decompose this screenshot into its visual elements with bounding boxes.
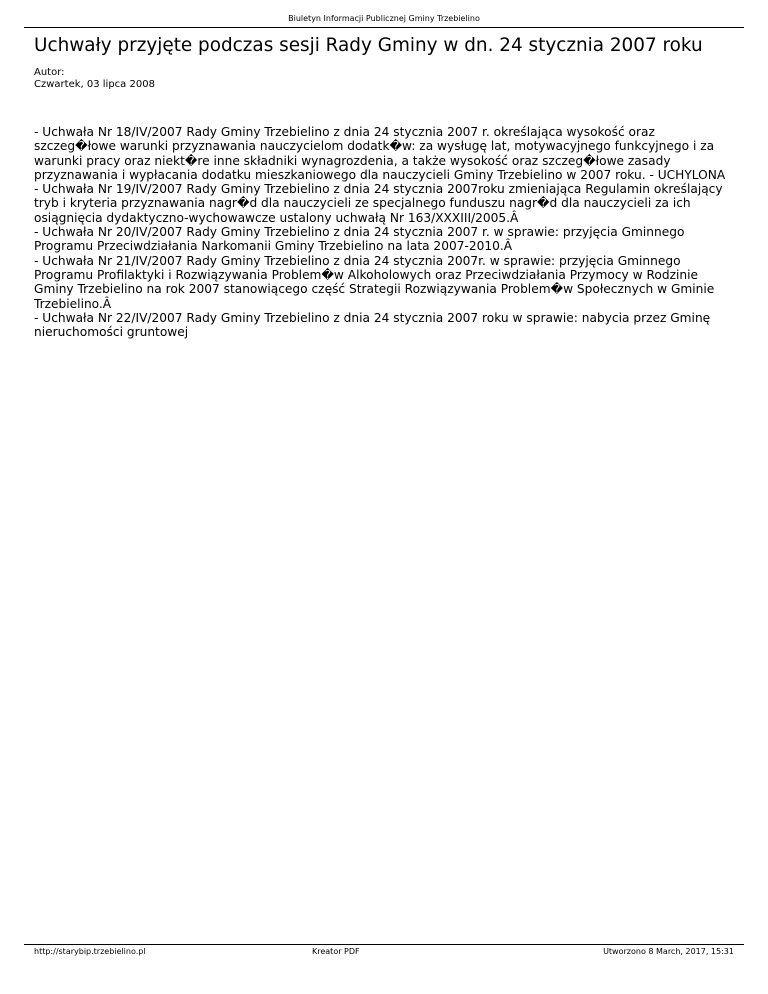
page-header: [24, 14, 744, 24]
footer-created: Utworzono 8 March, 2017, 15:31: [603, 947, 734, 956]
site-name: Biuletyn Informacji Publicznej Gminy Trzebielino: [288, 14, 480, 23]
footer-divider: [24, 944, 744, 945]
footer-url: http://starybip.trzebielino.pl: [34, 947, 146, 956]
page-footer: [24, 947, 744, 957]
article-body: [34, 125, 736, 339]
resolution-entry: - Uchwała Nr 21/IV/2007 Rady Gminy Trzebielino z dnia 24 stycznia 2007r. w sprawie: przyjęcia Gminnego Programu Profilaktyki i Rozwiązywania Problem�w Alkoholowych oraz Przeciwdziałania Przymocy w Rodzinie Gminy Trzebielino na rok 2007 stanowiącego część Strategii Rozwiązywania Problem�w Społecznych w Gminie Trzebielino.Â: [34, 253, 715, 311]
resolution-entry: - Uchwała Nr 20/IV/2007 Rady Gminy Trzebielino z dnia 24 stycznia 2007 r. w sprawie: przyjęcia Gminnego Programu Przeciwdziałania Narkomanii Gminy Trzebielino na lata 2007-2010.Â: [34, 225, 685, 254]
article-title: Uchwały przyjęte podczas sesji Rady Gminy w dn. 24 stycznia 2007 roku: [34, 35, 703, 56]
header-divider: [24, 27, 744, 28]
footer-generator: Kreator PDF: [312, 947, 360, 956]
resolution-entry: - Uchwała Nr 18/IV/2007 Rady Gminy Trzebielino z dnia 24 stycznia 2007 r. określająca wysokość oraz szczeg�łowe warunki przyznawania nauczycielom dodatk�w: za wysługę lat, motywacyjnego funkcyjnego i za warunki pracy oraz niekt�re inne składniki wynagrozdenia, a także wysokość oraz szczeg�łowe zasady przyznawania i wypłacania dodatku mieszkaniowego dla nauczycieli Gminy Trzebielino w 2007 roku. - UCHYLONA: [34, 125, 726, 182]
resolution-entry: - Uchwała Nr 19/IV/2007 Rady Gminy Trzebielino z dnia 24 stycznia 2007roku zmieniająca Regulamin określający tryb i kryteria przyznawania nagr�d dla nauczycieli ze specjalnego funduszu nagr�d dla nauczycieli za ich osiągnięcia dydaktyczno-wychowawcze ustalony uchwałą Nr 163/XXXIII/2005.Â: [34, 182, 723, 225]
author-label: Autor:: [34, 67, 65, 78]
resolution-entry: - Uchwała Nr 22/IV/2007 Rady Gminy Trzebielino z dnia 24 stycznia 2007 roku w sprawie: nabycia przez Gminę nieruchomości gruntowej: [34, 310, 711, 340]
article-meta: [34, 67, 155, 90]
publish-date: Czwartek, 03 lipca 2008: [34, 78, 155, 90]
